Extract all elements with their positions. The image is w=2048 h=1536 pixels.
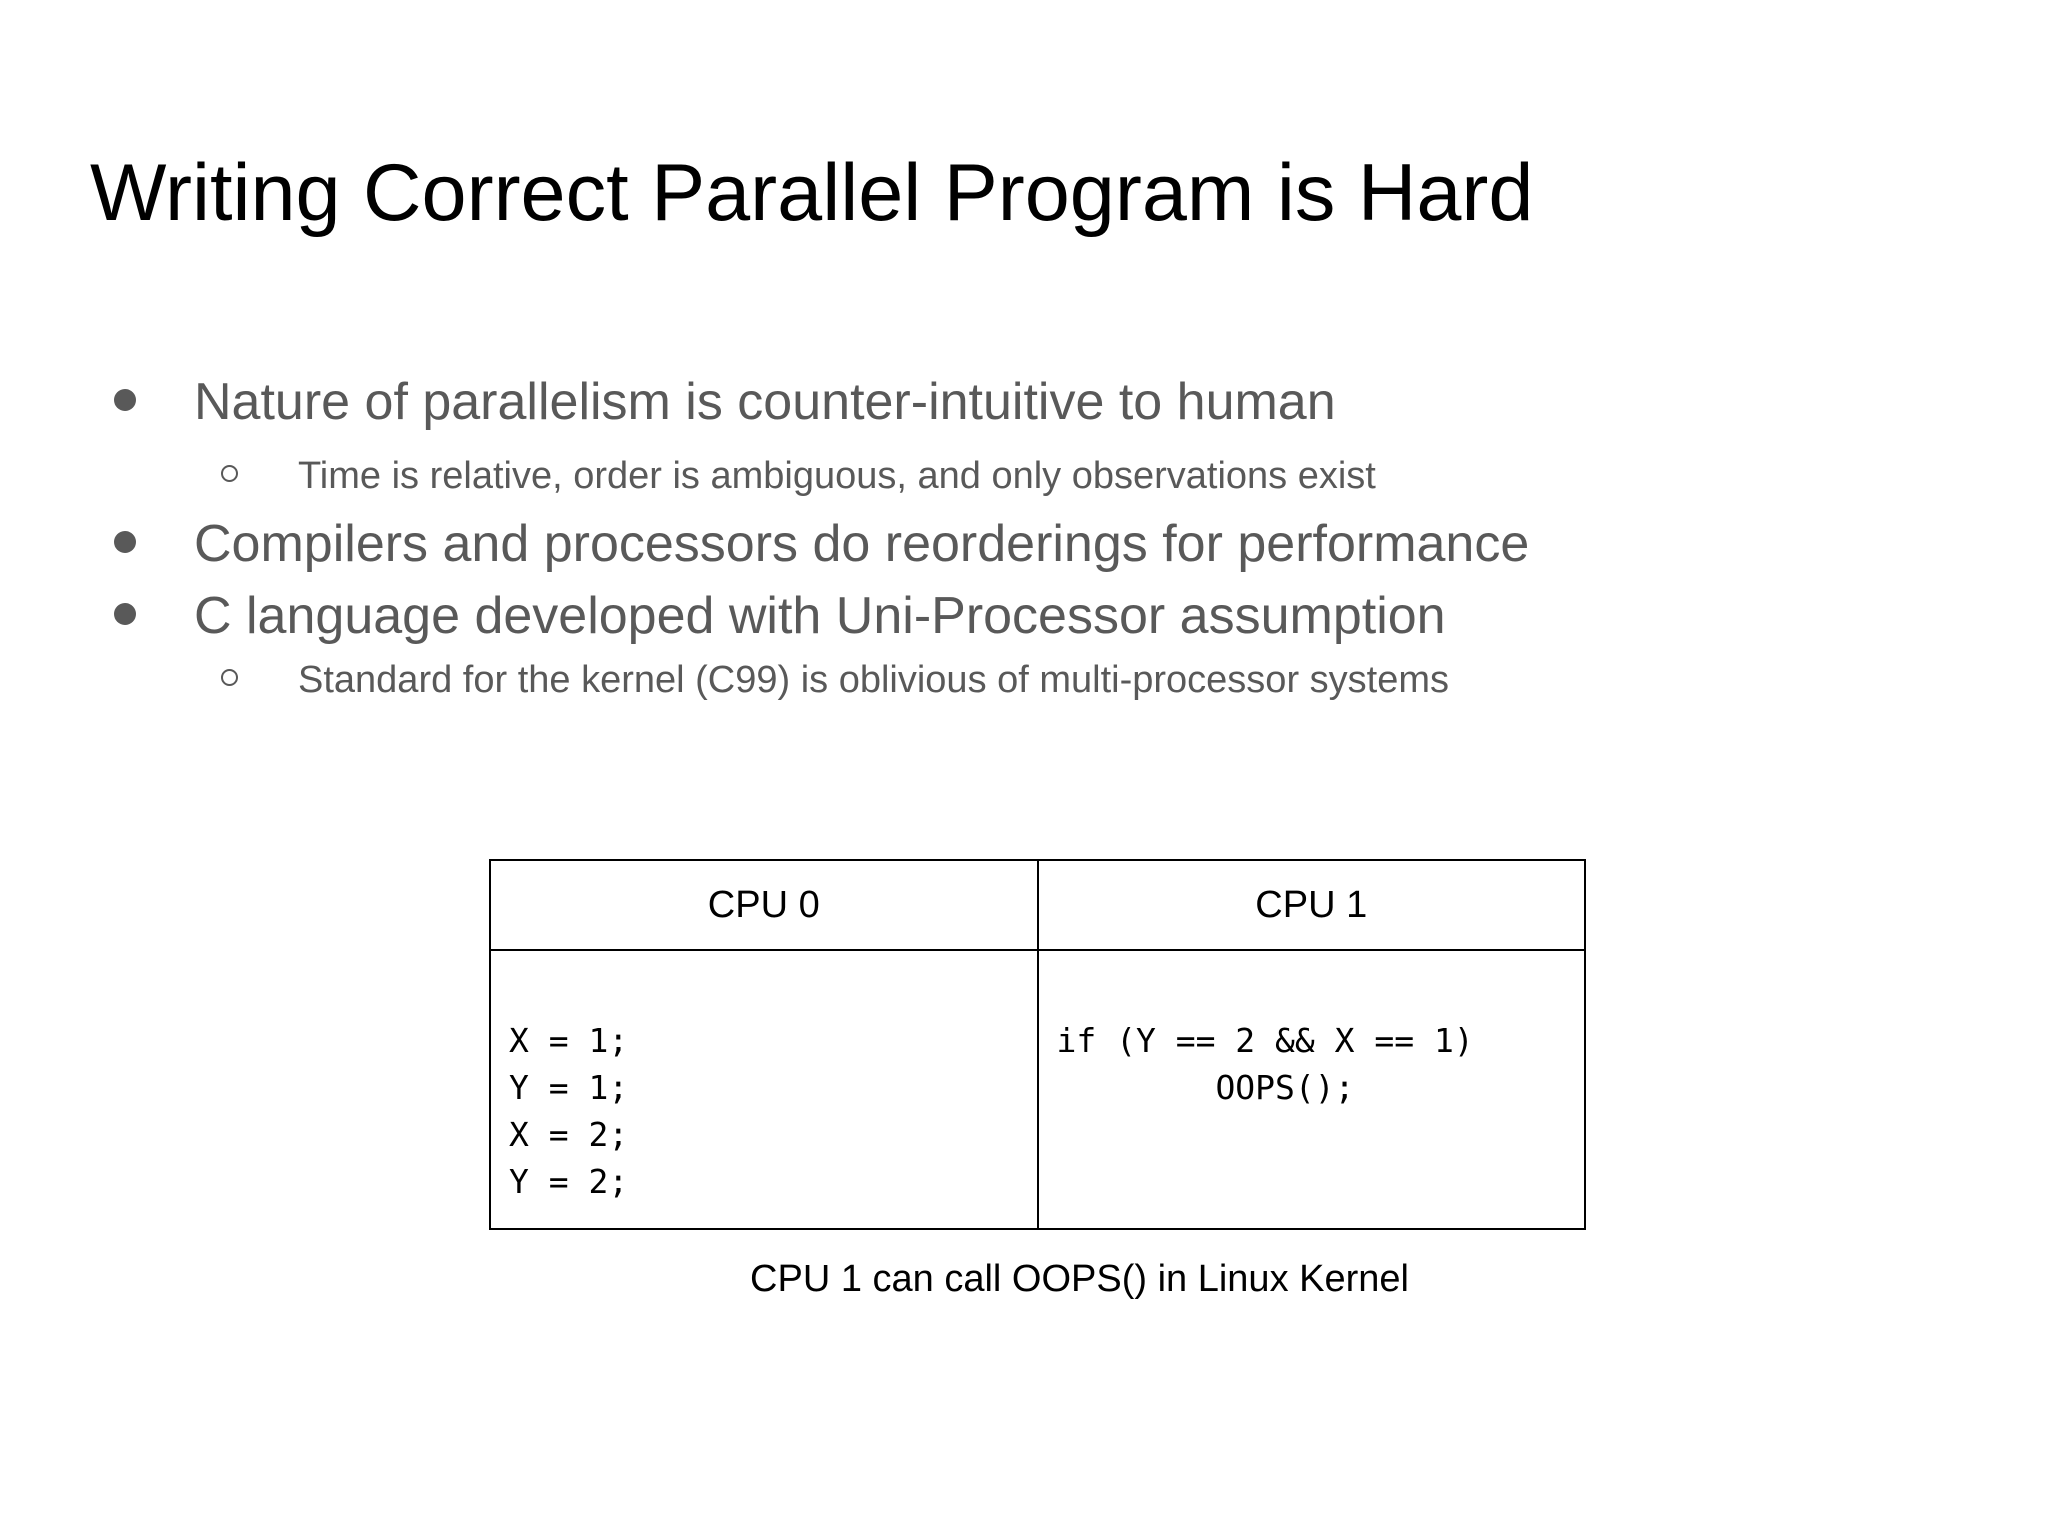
cpu1-header: CPU 1	[1038, 860, 1586, 950]
cpu0-code: X = 1; Y = 1; X = 2; Y = 2;	[509, 1021, 629, 1201]
bullet-item: Compilers and processors do reorderings for performance	[194, 515, 1530, 573]
bullet-dot-icon	[114, 603, 136, 625]
sub-bullet-circle-icon	[221, 465, 238, 482]
bullet-dot-icon	[114, 531, 136, 553]
bullet-dot-icon	[114, 389, 136, 411]
sub-bullet-circle-icon	[221, 669, 238, 686]
bullet-item: C language developed with Uni-Processor assumption	[194, 587, 1446, 645]
sub-bullet-item: Time is relative, order is ambiguous, and only observations exist	[298, 455, 1376, 497]
bullet-item: Nature of parallelism is counter-intuitive to human	[194, 373, 1336, 431]
table-row	[490, 950, 1585, 1229]
cpu1-code: if (Y == 2 && X == 1) OOPS();	[1056, 1021, 1474, 1107]
cpu1-cell	[1038, 950, 1586, 1229]
cpu0-cell	[490, 950, 1038, 1229]
cpu-table	[489, 859, 1586, 1230]
cpu0-header: CPU 0	[490, 860, 1038, 950]
sub-bullet-item: Standard for the kernel (C99) is oblivious of multi-processor systems	[298, 659, 1450, 701]
slide-title: Writing Correct Parallel Program is Hard	[90, 148, 1534, 238]
table-caption: CPU 1 can call OOPS() in Linux Kernel	[750, 1258, 1409, 1300]
table-header-row	[490, 860, 1585, 950]
